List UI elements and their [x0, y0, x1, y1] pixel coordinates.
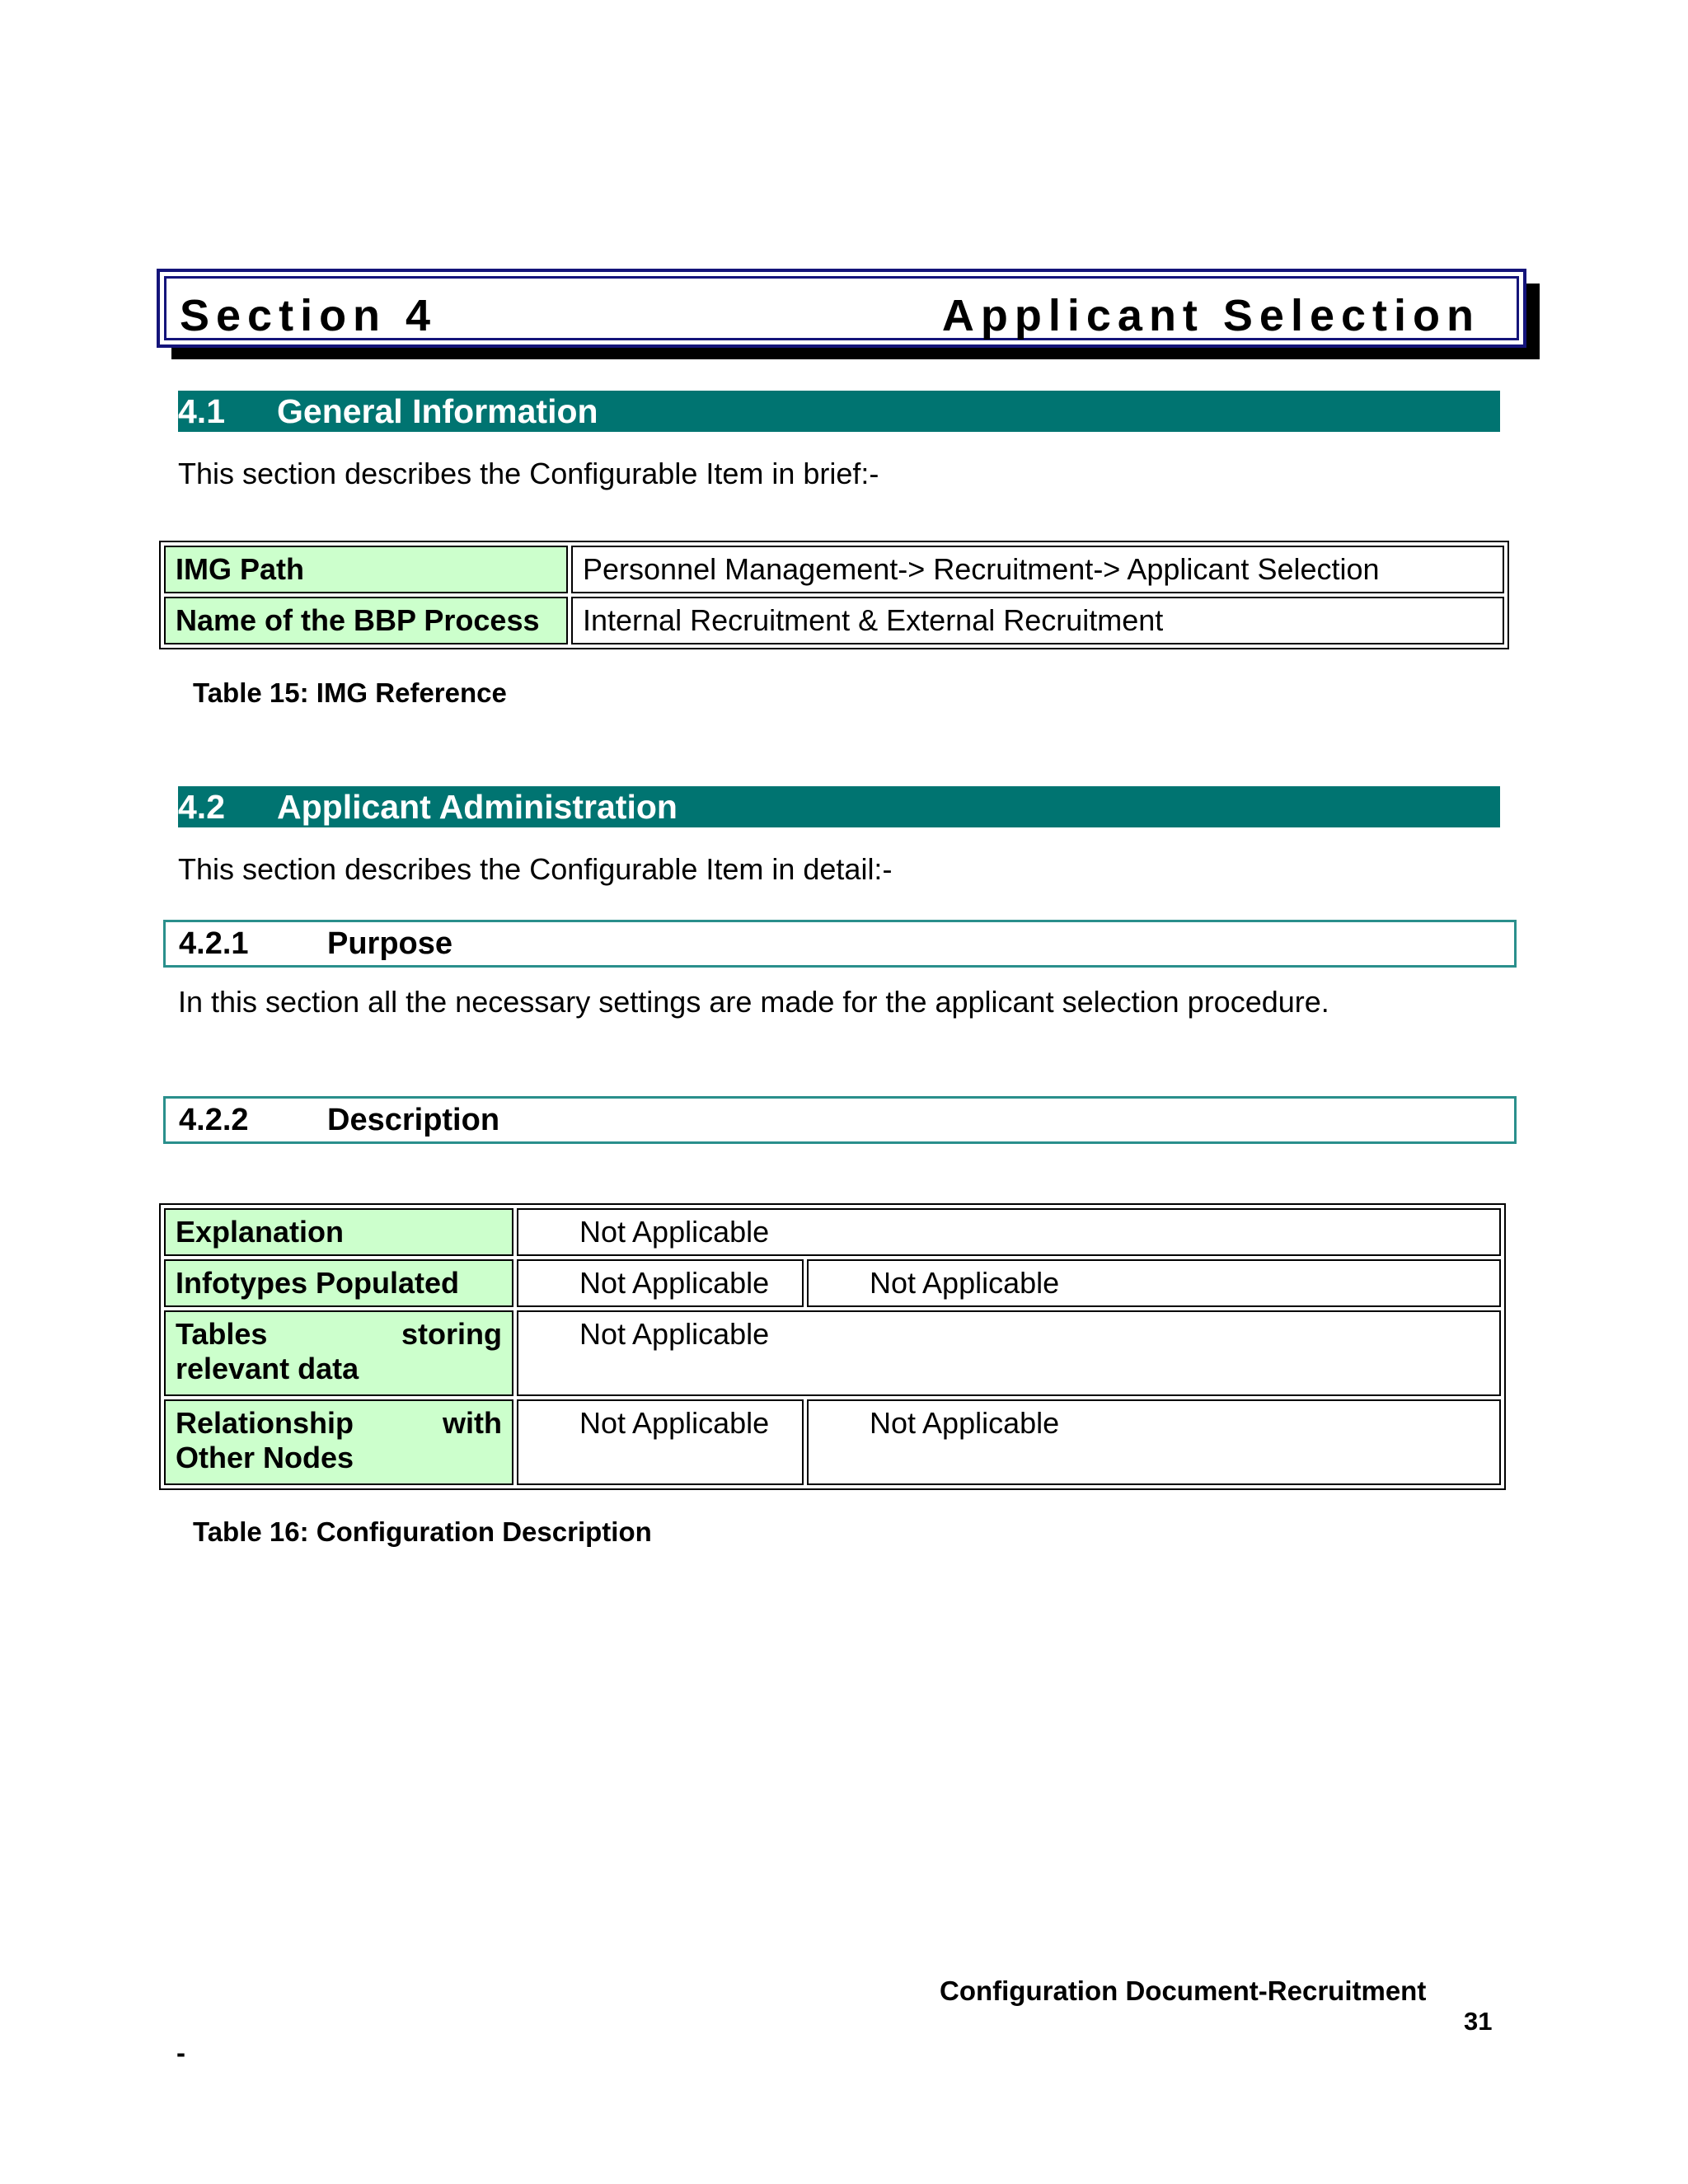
heading-4-2: [178, 786, 1500, 827]
relationship-label-word-1: Relationship: [176, 1406, 354, 1440]
section-number: Section 4: [180, 291, 438, 340]
bbp-process-label: Name of the BBP Process: [164, 597, 568, 644]
tables-label-word-1: Tables: [176, 1317, 268, 1351]
relationship-label-line-2: Other Nodes: [176, 1441, 354, 1474]
table-row: [164, 597, 1504, 644]
table-row: [164, 1310, 1501, 1396]
section-banner: [157, 269, 1526, 348]
relationship-value-2: Not Applicable: [807, 1399, 1501, 1485]
heading-4-2-2-number: 4.2.2: [179, 1103, 249, 1137]
heading-4-2-title: Applicant Administration: [277, 788, 678, 826]
configuration-description-table: [159, 1203, 1506, 1490]
applicant-admin-intro: This section describes the Configurable Item in detail:-: [178, 852, 893, 886]
heading-4-2-2-title: Description: [327, 1103, 500, 1137]
explanation-value: Not Applicable: [517, 1208, 1501, 1256]
section-title: Applicant Selection: [941, 291, 1480, 340]
heading-4-2-2: [163, 1096, 1517, 1144]
tables-label-line-1: [176, 1317, 502, 1352]
infotypes-value-1: Not Applicable: [517, 1259, 804, 1307]
heading-4-1-title: General Information: [277, 392, 598, 430]
table-row: [164, 1208, 1501, 1256]
table-row: [164, 1259, 1501, 1307]
heading-4-1: [178, 391, 1500, 432]
heading-4-2-1: [163, 920, 1517, 968]
footer-dash: -: [176, 2037, 185, 2068]
footer-document-title: Configuration Document-Recruitment: [940, 1975, 1427, 2006]
table-16-caption: Table 16: Configuration Description: [193, 1516, 652, 1547]
section-banner-inner: [164, 276, 1519, 340]
heading-4-1-number: 4.1: [178, 392, 225, 430]
general-info-intro: This section describes the Configurable Item in brief:-: [178, 457, 879, 490]
bbp-process-value: Internal Recruitment & External Recruitment: [571, 597, 1504, 644]
img-path-value: Personnel Management-> Recruitment-> Applicant Selection: [571, 546, 1504, 593]
tables-label-word-2: storing: [401, 1317, 502, 1351]
explanation-label: Explanation: [164, 1208, 513, 1256]
relationship-value-1: Not Applicable: [517, 1399, 804, 1485]
tables-value: Not Applicable: [517, 1310, 1501, 1396]
relationship-label-word-2: with: [443, 1406, 502, 1440]
infotypes-label: Infotypes Populated: [164, 1259, 513, 1307]
table-15-caption: Table 15: IMG Reference: [193, 677, 507, 708]
tables-label: [164, 1310, 513, 1396]
heading-4-2-1-number: 4.2.1: [179, 926, 249, 961]
img-path-label: IMG Path: [164, 546, 568, 593]
img-reference-table: [159, 541, 1509, 649]
table-row: [164, 546, 1504, 593]
infotypes-value-2: Not Applicable: [807, 1259, 1501, 1307]
heading-4-2-1-title: Purpose: [327, 926, 453, 961]
heading-4-2-number: 4.2: [178, 788, 225, 826]
page-number: 31: [1464, 2007, 1493, 2036]
table-row: [164, 1399, 1501, 1485]
relationship-label: [164, 1399, 513, 1485]
tables-label-line-2: relevant data: [176, 1352, 359, 1385]
relationship-label-line-1: [176, 1406, 502, 1441]
purpose-text: In this section all the necessary settings are made for the applicant selection procedure.: [178, 985, 1329, 1019]
